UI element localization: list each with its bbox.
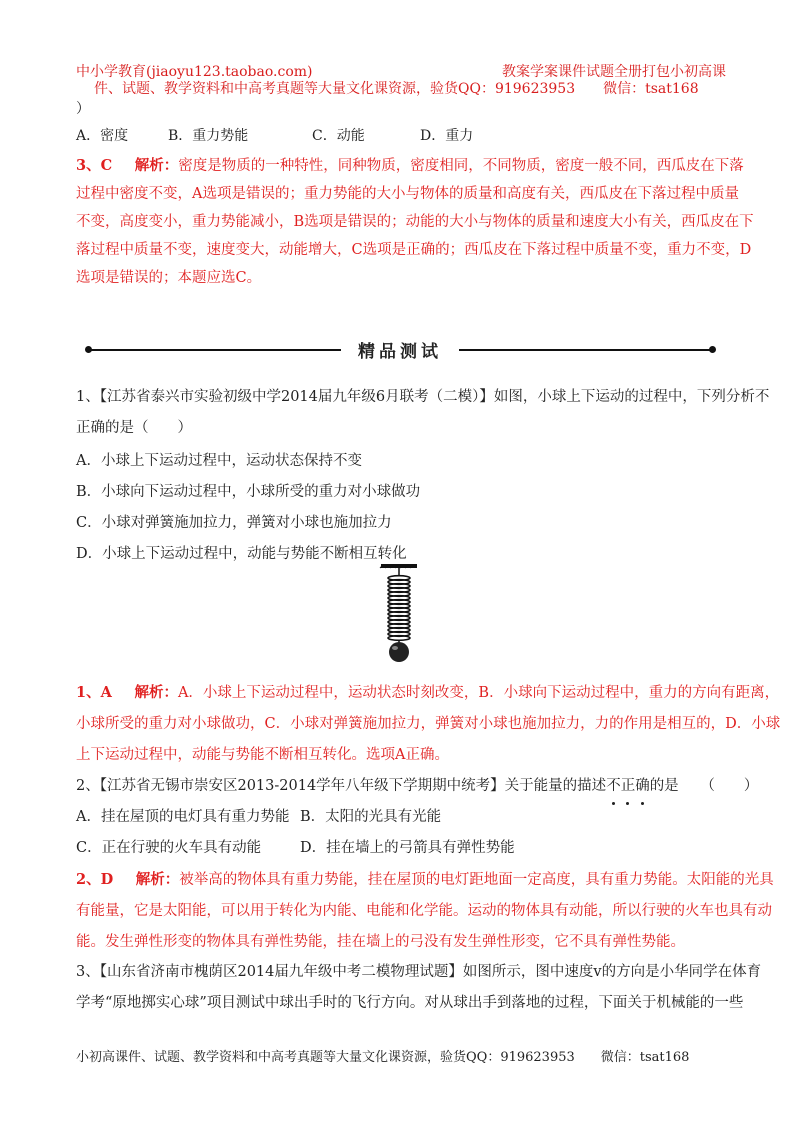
footer-text: 小初高课件、试题、教学资料和中高考真题等大量文化课资源，验货QQ：919623953 微信：tsat168 — [76, 1050, 690, 1065]
q1-option-b: B．小球向下运动过程中，小球所受的重力对小球做功 — [76, 484, 421, 500]
prev-answer — [76, 152, 754, 292]
q1-answer-label: 解析： — [134, 684, 178, 701]
section-title: 精品测试 — [341, 337, 459, 362]
prev-answer-num: 3、C — [76, 157, 113, 174]
question-2 — [76, 772, 758, 862]
prev-answer-line: 选项是错误的；本题应选C。 — [76, 270, 262, 286]
q3-stem-line: 学考“原地掷实心球”项目测试中球出手时的飞行方向。对从球出手到落地的过程，下面关于机械能的一些 — [76, 995, 744, 1011]
q2-emph-char: 正 — [621, 772, 636, 800]
q2-emph-char: 不 — [606, 772, 621, 800]
q2-emph-char: 确 — [635, 772, 650, 800]
prev-option-c: C．动能 — [312, 128, 365, 144]
q1-stem-line: 1、【江苏省泰兴市实验初级中学2014届九年级6月联考（二模）】如图，小球上下运动的过程中，下列分析不 — [76, 389, 770, 405]
q2-stem-post: 的是 （ ） — [649, 778, 759, 794]
prev-answer-label: 解析： — [134, 157, 179, 174]
q1-option-a: A．小球上下运动过程中，运动状态保持不变 — [76, 453, 362, 469]
q2-stem-pre: 2、【江苏省无锡市崇安区2013-2014学年八年级下学期期中统考】关于能量的描述 — [76, 778, 607, 794]
prev-answer-line: 密度是物质的一种特性，同种物质，密度相同，不同物质，密度一般不同，西瓜皮在下落 — [178, 158, 744, 174]
prev-answer-line: 过程中密度不变，A选项是错误的；重力势能的大小与物体的质量和高度有关，西瓜皮在下落过程中质量 — [76, 186, 739, 202]
q2-option-b: B．太阳的光具有光能 — [300, 809, 442, 825]
prev-paren: ） — [76, 101, 90, 117]
q1-answer-line: 小球所受的重力对小球做功，C．小球对弹簧施加拉力，弹簧对小球也施加拉力，力的作用是相互的，D．小球 — [76, 716, 781, 732]
q2-option-a: A．挂在屋顶的电灯具有重力势能 — [76, 809, 290, 825]
header-line2: 件、试题、教学资料和中高考真题等大量文化课资源，验货QQ：919623953 微信：tsat168 — [94, 81, 699, 97]
q1-option-c: C．小球对弹簧施加拉力，弹簧对小球也施加拉力 — [76, 515, 392, 531]
q1-answer — [76, 679, 780, 769]
prev-option-b: B．重力势能 — [168, 128, 249, 144]
spring-ball-figure — [375, 564, 425, 664]
q2-answer — [76, 866, 774, 956]
q2-answer-line: 能。发生弹性形变的物体具有弹性势能，挂在墙上的弓没有发生弹性形变，它不具有弹性势能。 — [76, 934, 685, 950]
q3-stem-line: 3、【山东省济南市槐荫区2014届九年级中考二模物理试题】如图所示，图中速度v的方向是小华同学在体育 — [76, 964, 762, 980]
prev-answer-line: 落过程中质量不变，速度变大，动能增大，C选项是正确的；西瓜皮在下落过程中质量不变，重力不变，D — [76, 242, 752, 258]
prev-option-d: D．重力 — [420, 128, 474, 144]
q2-option-d: D．挂在墙上的弓箭具有弹性势能 — [300, 840, 515, 856]
q2-answer-label: 解析： — [135, 871, 180, 888]
prev-answer-line: 不变，高度变小，重力势能减小，B选项是错误的；动能的大小与物体的质量和速度大小有关，西瓜皮在下 — [76, 214, 754, 230]
question-1 — [76, 383, 769, 568]
header-left-text: 中小学教育(jiaoyu123.taobao.com) — [76, 64, 313, 80]
prev-option-a: A．密度 — [76, 128, 129, 144]
q1-answer-line: 上下运动过程中，动能与势能不断相互转化。选项A正确。 — [76, 747, 449, 763]
question-3 — [76, 958, 761, 1017]
q2-option-c: C．正在行驶的火车具有动能 — [76, 840, 262, 856]
q1-answer-num: 1、A — [76, 684, 112, 701]
separator-dot-right — [709, 346, 716, 353]
q1-stem-line: 正确的是（ ） — [76, 420, 192, 436]
q1-answer-line: A．小球上下运动过程中，运动状态时刻改变，B．小球向下运动过程中，重力的方向有距离， — [177, 685, 780, 701]
q2-answer-num: 2、D — [76, 871, 114, 888]
q2-answer-line: 有能量，它是太阳能，可以用于转化为内能、电能和化学能。运动的物体具有动能，所以行驶的火车也具有动 — [76, 903, 772, 919]
q2-stem — [76, 772, 758, 800]
q2-answer-line: 被举高的物体具有重力势能，挂在屋顶的电灯距地面一定高度，具有重力势能。太阳能的光具 — [179, 872, 774, 888]
q1-option-d: D．小球上下运动过程中，动能与势能不断相互转化 — [76, 546, 407, 562]
header-right-text: 教案学案课件试题全册打包小初高课 — [502, 64, 726, 80]
